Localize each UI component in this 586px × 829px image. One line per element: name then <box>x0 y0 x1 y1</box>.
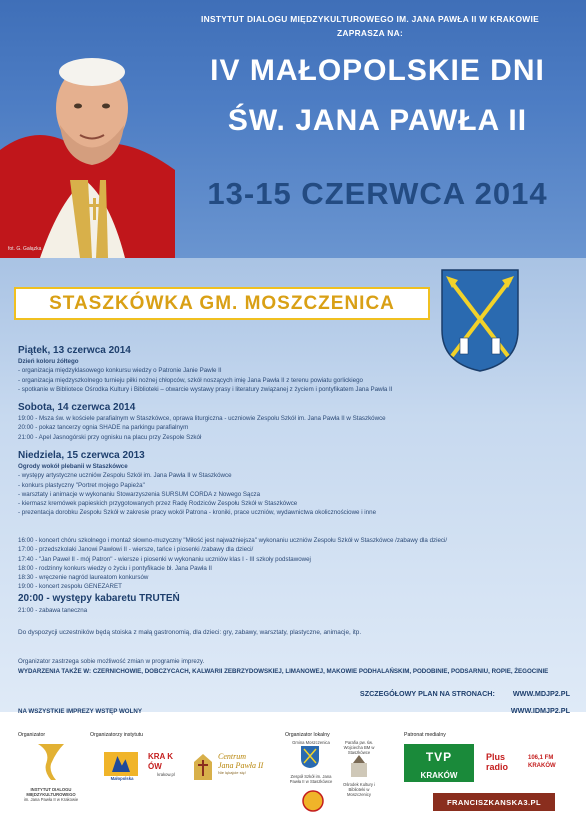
tvp-logo <box>404 744 474 770</box>
list-item: 21:00 - Apel Jasnogórski przy ognisku na placu przy Zespole Szkół <box>18 433 202 441</box>
list-item: 19:00 - Msza św. w kościele parafialnym w Staszkówce, oprawa liturgiczna - uczniowie Zespołu Szkół im. Jana Pawła II w Staszkówce <box>18 415 386 422</box>
pope-portrait <box>0 30 175 258</box>
changes-note <box>18 657 204 666</box>
idm-logo <box>16 742 86 802</box>
centrum-line2: Jana Pawła II <box>218 761 264 770</box>
papal-emblem-icon <box>192 752 214 782</box>
tvp-city: KRAKÓW <box>404 770 474 782</box>
title-line-1: IV MAŁOPOLSKIE DNI <box>210 54 545 87</box>
krakow-logo <box>148 752 184 777</box>
plus-radio-logo <box>486 752 576 772</box>
website-link-1[interactable]: WWW.MDJP2.PL <box>512 689 570 698</box>
list-item: - warsztaty i animacje w wykonaniu Stowarzyszenia SURSUM CORDA z Nowego Sącza <box>18 490 261 498</box>
tvp-text: TVP <box>425 750 453 764</box>
school-seal-icon <box>302 790 324 812</box>
malopolska-logo <box>104 752 140 781</box>
invites-line: ZAPRASZA NA: <box>336 28 404 38</box>
stands-note-text: Do dyspozycji uczestników będą stoiska z małą gastronomią, dla dzieci: gry, zabawy, warsztaty, plastyczne, animacje, itp. <box>18 629 362 636</box>
list-item: - organizacja międzyszkolnego turnieju piłki nożnej chłopców, szkół noszących imię Jana Pawła II z terenu powiatu gorlickiego <box>18 376 363 384</box>
sunday-subheading: Ogrody wokół plebanii w Staszkówce <box>18 463 128 470</box>
header-section <box>0 0 586 258</box>
idm-sub: im. Jana Pawła II w Krakowie <box>23 797 79 802</box>
title-line-2: ŚW. JANA PAWŁA II <box>227 104 528 137</box>
coat-of-arms-icon <box>440 268 520 373</box>
institute-orgs-label: Organizatorzy instytutu <box>90 732 144 738</box>
changes-note-text: Organizator zastrzega sobie możliwość zmian w programie imprezy. <box>18 658 205 665</box>
zespol-text: Zespół Szkół im. Jana Pawła II w Staszkówce <box>289 774 333 784</box>
saturday-heading: Sobota, 14 czerwca 2014 <box>18 402 136 413</box>
website-link-2[interactable]: WWW.IDMJP2.PL <box>510 706 570 715</box>
list-item: - organizacja międzyklasowego konkursu wiedzy o Patronie Janie Pawle II <box>18 367 222 375</box>
local-org-label: Organizator lokalny <box>285 732 330 738</box>
parafia-text: Parafia pw. św. Wojciecha BM w Staszkówce <box>343 740 375 755</box>
list-item: - spotkanie w Bibliotece Ośrodka Kultury i Biblioteki – otwarcie wystawy prasy i literatury związanej z życiem i pontyfikatem Jana Pawła II <box>18 385 393 393</box>
franciszkanska-text: FRANCISZKANSKA3.PL <box>446 797 542 807</box>
krakow-url: krakow.pl <box>157 772 175 777</box>
schedule-item: 21:00 - zabawa taneczna <box>18 606 88 614</box>
list-item: 20:00 - pokaz tancerzy ognia SHADE na parkingu parafialnym <box>18 424 189 432</box>
gmina-crest-icon <box>300 745 320 769</box>
saturday-block <box>18 401 386 442</box>
centrum-line3: Nie lękajcie się! <box>218 770 246 775</box>
schedule-item: 19:00 - koncert zespołu GENEZARET <box>18 583 122 591</box>
church-icon <box>347 755 371 777</box>
sunday-heading: Niedziela, 15 czerwca 2013 <box>18 450 145 461</box>
free-entry: NA WSZYSTKIE IMPREZY WSTĘP WOLNY <box>18 708 142 715</box>
highlight-item: 20:00 - występy kabaretu TRUTEŃ <box>18 592 180 604</box>
osrodek-text: Ośrodek Kultury i Biblioteki w Moszczenicy <box>342 782 376 797</box>
program-section <box>0 258 586 712</box>
idm-name: INSTYTUT DIALOGU MIĘDZYKULTUROWEGO <box>26 787 76 797</box>
idm-emblem-icon <box>16 742 86 782</box>
schedule-item: 18:30 - wręczenie nagród laureatom konkursów <box>18 574 149 582</box>
sunday-block <box>18 449 376 518</box>
centrum-logo <box>192 752 282 782</box>
parafia-logo <box>340 740 378 797</box>
friday-subheading: Dzień koloru żółtego <box>18 358 79 365</box>
list-item: - występy artystyczne uczniów Zespołu Szkół im. Jana Pawła II w Staszkówce <box>18 472 232 480</box>
list-item: - kiermasz kremówek papieskich przygotowanych przez Radę Rodziców Zespołu Szkół w Staszkówce <box>18 500 298 508</box>
gmina-text: Gmina Moszczenica <box>292 740 330 745</box>
malopolska-icon <box>104 752 138 776</box>
media-label: Patronat medialny <box>404 732 446 738</box>
friday-heading: Piątek, 13 czerwca 2014 <box>18 345 131 356</box>
schedule-item: 18:00 - rodzinny konkurs wiedzy o życiu i pontyfikacie bł. Jana Pawła II <box>18 564 212 572</box>
sunday-schedule <box>18 536 447 615</box>
event-dates: 13-15 CZERWCA 2014 <box>207 176 548 211</box>
freq-text: 106,1 FM KRAKÓW <box>528 755 556 769</box>
location-banner-text: STASZKÓWKA GM. MOSZCZENICA <box>49 292 395 314</box>
gmina-logo <box>288 740 334 784</box>
list-item: - konkurs plastyczny "Portret mojego Papieża" <box>18 481 145 489</box>
plan-label: SZCZEGÓŁOWY PLAN NA STRONACH: <box>359 689 495 698</box>
friday-block <box>18 344 393 394</box>
krakow-text: KRA KÓW <box>148 752 174 771</box>
schedule-item: 17:40 - "Jan Paweł II - mój Patron" - wiersze i piosenki w wykonaniu uczniów klas I - III szkoły podstawowej <box>18 555 311 563</box>
plan-line <box>360 689 570 698</box>
plus-radio-text: Plus radio <box>486 752 509 772</box>
schedule-item: 17:00 - przedszkolaki Janowi Pawłowi II - wiersze, tańce i piosenki /zabawy dla dzieci/ <box>18 546 254 554</box>
other-events: WYDARZENIA TAKŻE W: CZERNICHOWIE, DOBCZYCACH, KALWARII ZEBRZYDOWSKIEJ, LIMANOWEJ, MAKOWIE PODHALAŃSKIM, PODOBINIE, PODSARNIU, ROPIE, ŻEGOCINIE <box>18 668 549 675</box>
stands-note <box>18 628 361 638</box>
list-item: - prezentacja dorobku Zespołu Szkół w zakresie pracy wokół Patrona - kroniki, prace uczniów, wydawnictwa okolicznościowe i inne <box>18 509 377 517</box>
location-banner <box>14 287 430 320</box>
schedule-item: 16:00 - koncert chóru szkolnego i montaż słowno-muzyczny "Miłość jest najważniejsza" wykonaniu uczniów Zespołu Szkół w Staszkówce /zabawy dla dzieci/ <box>18 537 448 544</box>
photo-credit: fot. G. Gałązka <box>8 246 42 252</box>
centrum-line1: Centrum <box>218 752 246 761</box>
organizer-line: INSTYTUT DIALOGU MIĘDZYKULTUROWEGO IM. JANA PAWŁA II W KRAKOWIE <box>200 14 540 24</box>
malopolska-text: Małopolska <box>110 776 134 781</box>
organizer-label: Organizator <box>18 732 46 738</box>
franciszkanska-logo[interactable] <box>433 793 555 811</box>
